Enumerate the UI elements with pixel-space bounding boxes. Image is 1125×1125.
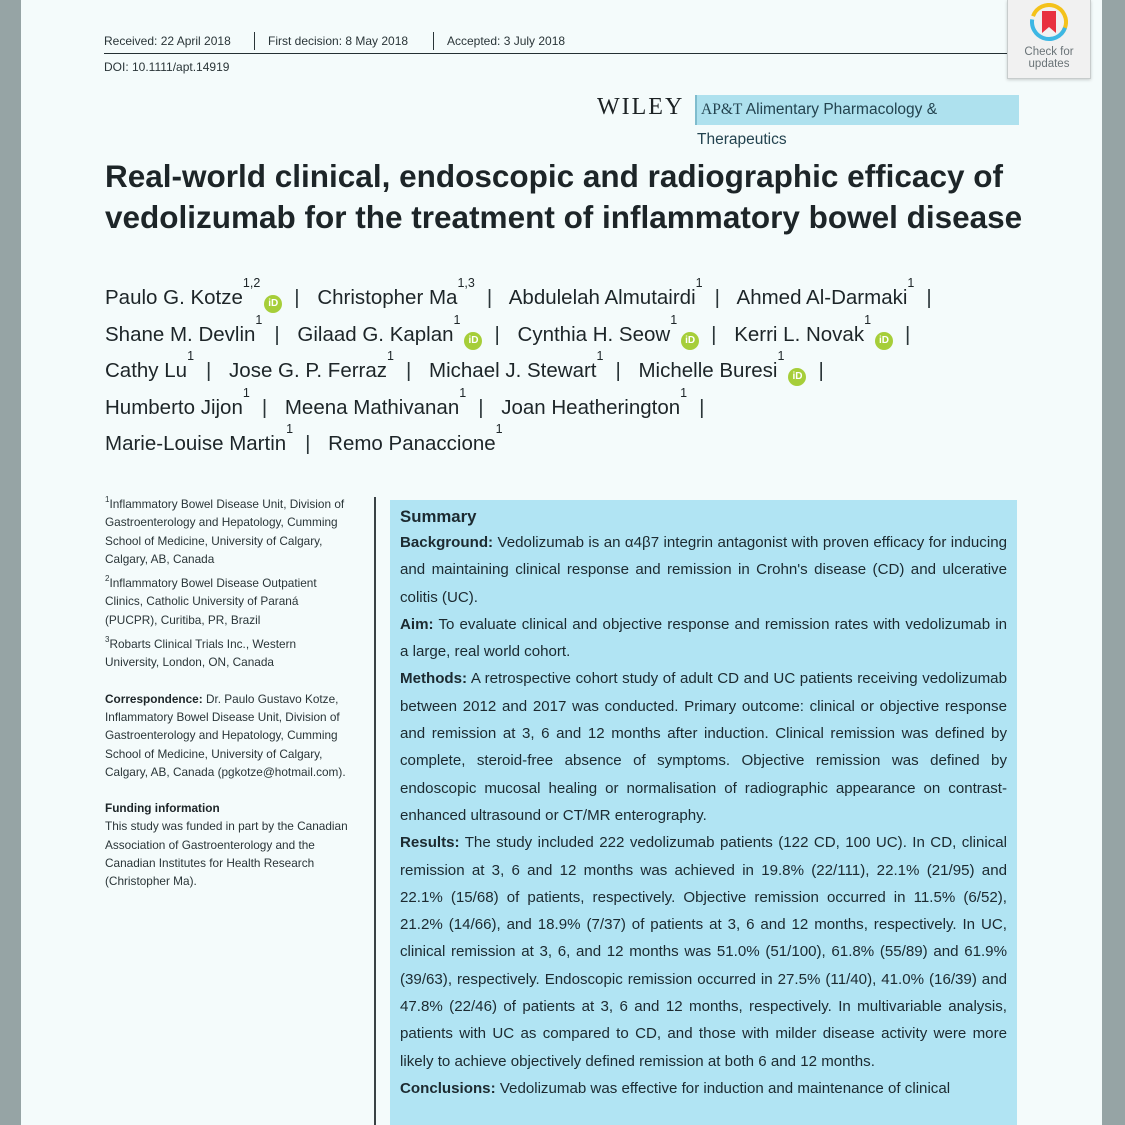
orcid-icon[interactable]: iD [875,332,893,350]
author[interactable]: Michelle Buresi$^1$iD [638,359,806,382]
author[interactable]: Remo Panaccione$^1$ [328,422,503,455]
doi: DOI: 10.1111/apt.14919 [104,60,230,74]
orcid-icon[interactable]: iD [681,332,699,350]
publisher-logo: WILEY [597,94,685,120]
summary-background: Background: Vedolizumab is an α4β7 integrin antagonist with proven efficacy for inducing and maintaining clinical response and remission in Crohn's disease (CD) and ulcerative colitis (UC). [400,534,1007,606]
author[interactable]: Michael J. Stewart$^1$ [429,349,604,382]
summary-box [390,500,1017,1125]
author[interactable]: Marie-Louise Martin$^1$ [105,422,294,455]
crossmark-icon [1030,3,1068,43]
check-for-updates-label: Check for updates [1024,46,1074,70]
author-line: Cathy Lu$^1$| Jose G. P. Ferraz$^1$| Michael J. Stewart$^1$| Michelle Buresi$^1$iD | [105,353,1065,390]
author[interactable]: Paulo G. Kotze$^{1,2}$iD [105,286,282,309]
correspondence: Correspondence: Dr. Paulo Gustavo Kotze, Inflammatory Bowel Disease Unit, Division of Gastroenterology and Hepatology, Cumming School of Medicine, University of Calgary, Calgary, AB, Canada (pgkotze@hotmail.com). [105,691,346,779]
author[interactable]: Cathy Lu$^1$ [105,349,195,382]
author-list [105,276,1065,463]
funding-information: Funding information This study was funded in part by the Canadian Association of Gastroenterology and the Canadian Institutes for Health Research (Christopher Ma). [105,801,348,889]
affiliation: $^1$Inflammatory Bowel Disease Unit, Division of Gastroenterology and Hepatology, Cumming School of Medicine, University of Calgary, Calgary, AB, Canada [105,495,345,566]
author-line: Shane M. Devlin$^1$| Gilaad G. Kaplan$^1$iD | Cynthia H. Seow$^1$iD | Kerri L. Novak$^1$iD | [105,317,1065,354]
divider [433,32,434,50]
orcid-icon[interactable]: iD [264,295,282,313]
summary-heading: Summary [400,507,477,526]
journal-banner [695,95,1019,148]
author[interactable]: Joan Heatherington$^1$ [501,385,688,419]
received-date: Received: 22 April 2018 [104,34,231,48]
first-decision-date: First decision: 8 May 2018 [268,34,409,48]
author[interactable]: Ahmed Al-Darmaki$^1$ [736,276,915,309]
summary-results: Results: The study included 222 vedolizumab patients (122 CD, 100 UC). In CD, clinical remission at 3, 6 and 12 months was achieved in 19.8% (22/111), 22.1% (21/95) and 22.1% (15/68) of patients, respectively. Objective remission occurred in 11.5% (6/52), 21.2% (14/66), and 18.9% (7/37) of patients at 3, 6 and 12 months, respectively. In UC, clinical remission at 3, 6, and 12 months was 51.0% (51/100), 61.8% (55/89) and 61.9% (39/63), respectively. Endoscopic remission occurred in 27.5% (11/40), 41.0% (16/39) and 47.8% (22/46) of patients at 3, 6 and 12 months, respectively. In multivariable analysis, patients with UC as compared to CD, and those with milder disease activity were more likely to achieve objectively defined remission at both 6 and 12 months. [400,834,1007,1070]
affiliation: $^2$Inflammatory Bowel Disease Outpatient Clinics, Catholic University of Paraná (PUCPR), Curitiba, PR, Brazil [105,574,317,627]
column-divider [374,497,376,1125]
journal-abbreviation: AP&T [701,101,743,118]
summary-methods: Methods: A retrospective cohort study of adult CD and UC patients receiving vedolizumab between 2012 and 2017 was conducted. Primary outcome: clinical or objective response and remission at 3, 6 and 12 months after induction. Clinical remission was defined by complete, steroid-free absence of symptoms. Objective remission was defined by endoscopic mucosal healing or normalisation of radiographic appearance on contrast-enhanced ultrasound or CT/MR enterography. [400,670,1007,824]
author[interactable]: Jose G. P. Ferraz$^1$ [229,349,394,382]
summary-aim: Aim: To evaluate clinical and objective response and remission rates with vedolizumab in a large, real world cohort. [400,615,1007,661]
journal-name: Alimentary Pharmacology & Therapeutics [697,101,938,148]
check-for-updates-button[interactable] [1007,0,1091,79]
funding-heading: Funding information [105,801,220,816]
summary-conclusions: Conclusions: Vedolizumab was effective for induction and maintenance of clinical [400,1079,951,1097]
orcid-icon[interactable]: iD [788,368,806,386]
accepted-date: Accepted: 3 July 2018 [447,34,566,48]
author[interactable]: Abdulelah Almutairdi$^1$ [508,276,703,309]
author[interactable]: Meena Mathivanan$^1$ [284,385,467,419]
article-title: Real-world clinical, endoscopic and radiographic efficacy of vedolizumab for the treatment of inflammatory bowel disease [105,158,1023,235]
article-dates [104,30,1034,54]
author-line: Humberto Jijon$^1$| Meena Mathivanan$^1$| Joan Heatherington$^1$| [105,385,705,419]
orcid-icon[interactable]: iD [464,332,482,350]
author-line: Paulo G. Kotze$^{1,2}$iD | Christopher Ma$^{1,3}$| Abdulelah Almutairdi$^1$| Ahmed Al-Darmaki$^1$| [105,280,1065,317]
author[interactable]: Christopher Ma$^{1,3}$ [317,276,475,309]
author[interactable]: Cynthia H. Seow$^1$iD [518,323,700,346]
author[interactable]: Gilaad G. Kaplan$^1$iD [297,323,482,346]
author[interactable]: Humberto Jijon$^1$ [105,385,250,419]
author[interactable]: Shane M. Devlin$^1$ [105,312,263,346]
affiliation: $^3$Robarts Clinical Trials Inc., Western University, London, ON, Canada [105,635,297,670]
article-page [21,0,1102,1125]
author[interactable]: Kerri L. Novak$^1$iD [734,323,893,346]
divider [254,32,255,50]
sidebar-info [105,495,353,891]
author-line: Marie-Louise Martin$^1$| Remo Panaccione$^1$ [105,422,503,455]
